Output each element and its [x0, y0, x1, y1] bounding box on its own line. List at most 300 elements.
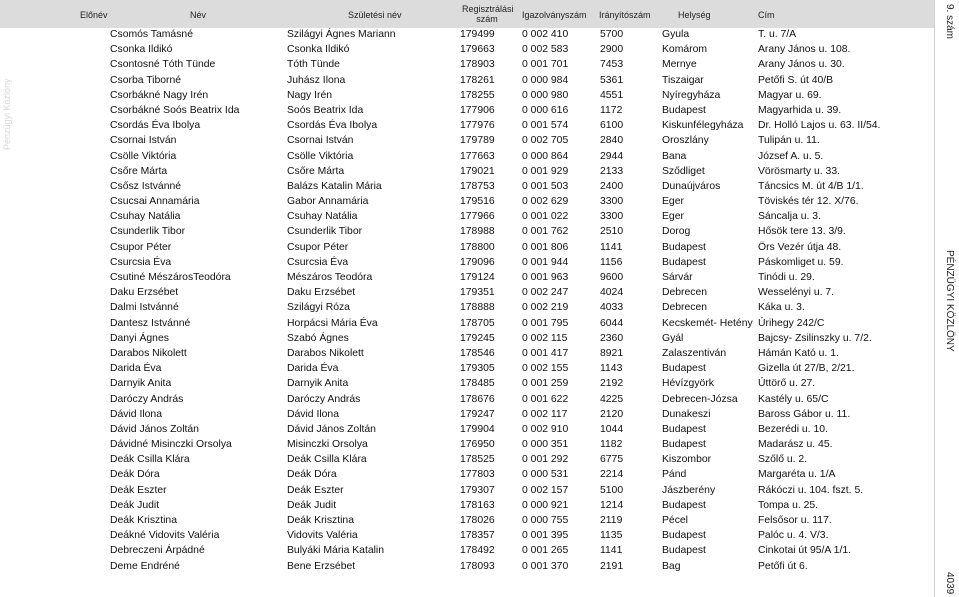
address: Petőfi S. út 40/B: [758, 74, 834, 86]
id-number: 0 000 984: [522, 74, 569, 86]
zip-code: 1143: [600, 363, 623, 375]
id-number: 0 001 417: [522, 347, 569, 359]
city: Budapest: [662, 241, 706, 253]
address: Kastély u. 65/C: [758, 393, 829, 405]
city: Budapest: [662, 423, 706, 435]
city: Dunakeszi: [662, 408, 711, 420]
reg-number: 178357: [460, 530, 495, 542]
id-number: 0 001 259: [522, 378, 569, 390]
table-row: [0, 74, 935, 89]
city: Eger: [662, 196, 684, 208]
city: Dorog: [662, 226, 691, 238]
table-row: [0, 393, 935, 408]
col-header-address: Cím: [758, 10, 775, 20]
table-row: [0, 104, 935, 119]
reg-number: 178163: [460, 499, 495, 511]
person-name: Darida Éva: [110, 363, 162, 375]
address: József A. u. 5.: [758, 150, 824, 162]
person-name: Daróczy András: [110, 393, 184, 405]
city: Budapest: [662, 104, 706, 116]
id-number: 0 001 963: [522, 272, 569, 283]
birth-name: Deák Krisztina: [287, 515, 354, 526]
person-name: Deák Krisztina: [110, 515, 177, 526]
id-number: 0 002 629: [522, 196, 569, 208]
birth-name: Darnyik Anita: [287, 378, 349, 390]
journal-title: PÉNZÜGYI KÖZLÖNY: [944, 250, 955, 352]
birth-name: Tóth Tünde: [287, 59, 340, 71]
margin-watermark: Pénzügyi Közlöny: [2, 78, 12, 150]
table-row: [0, 560, 935, 575]
birth-name: Darida Éva: [287, 363, 339, 375]
table-header: [0, 0, 935, 28]
col-header-prefix: Előnév: [80, 10, 108, 20]
col-header-reg-number: Regisztrálási szám: [462, 4, 514, 24]
reg-number: 179789: [460, 135, 495, 147]
zip-code: 4551: [600, 89, 624, 101]
address: Wesselényi u. 7.: [758, 287, 835, 299]
table-row: [0, 453, 935, 468]
zip-code: 1156: [600, 256, 623, 268]
person-name: Csomós Tamásné: [110, 29, 193, 40]
person-name: Csucsai Annamária: [110, 196, 200, 208]
city: Debrecen: [662, 302, 708, 314]
zip-code: 2510: [600, 226, 624, 238]
birth-name: Deák Eszter: [287, 484, 344, 496]
reg-number: 179351: [460, 287, 495, 299]
address: Gizella út 27/B, 2/21.: [758, 363, 855, 375]
zip-code: 6100: [600, 120, 624, 132]
city: Budapest: [662, 256, 706, 268]
reg-number: 179516: [460, 196, 495, 208]
reg-number: 178800: [460, 241, 495, 253]
table-row: [0, 150, 935, 165]
city: Pécel: [662, 515, 688, 526]
zip-code: 3300: [600, 196, 624, 208]
city: Gyula: [662, 29, 690, 40]
issue-number: 9. szám: [944, 4, 955, 40]
address: Petőfi út 6.: [758, 560, 808, 572]
zip-code: 1044: [600, 423, 624, 435]
birth-name: Dávid Ilona: [287, 408, 339, 420]
zip-code: 2840: [600, 135, 624, 147]
id-number: 0 001 265: [522, 545, 569, 557]
id-number: 0 001 762: [522, 226, 569, 238]
person-name: Debreczeni Árpádné: [110, 545, 205, 557]
birth-name: Daku Erzsébet: [287, 287, 356, 299]
birth-name: Nagy Irén: [287, 89, 333, 101]
address: Rákóczi u. 104. fszt. 5.: [758, 484, 864, 496]
address: T. u. 7/A: [758, 29, 797, 40]
person-name: Csőre Márta: [110, 165, 168, 177]
id-number: 0 002 247: [522, 287, 569, 299]
birth-name: Horpácsi Mária Éva: [287, 317, 378, 329]
table-row: [0, 514, 935, 529]
zip-code: 1135: [600, 530, 623, 542]
id-number: 0 000 531: [522, 469, 569, 481]
reg-number: 177906: [460, 104, 495, 116]
id-number: 0 000 755: [522, 515, 569, 526]
address: Felsősor u. 117.: [758, 515, 832, 526]
person-name: Dávidné Misinczki Orsolya: [110, 439, 232, 451]
address: Magyarhida u. 39.: [758, 104, 842, 116]
city: Bana: [662, 150, 687, 162]
table-row: [0, 544, 935, 559]
id-number: 0 001 395: [522, 530, 569, 542]
address: Káka u. 3.: [758, 302, 805, 314]
birth-name: Soós Beatrix Ida: [287, 104, 364, 116]
reg-number: 177966: [460, 211, 495, 223]
birth-name: Csonka Ildikó: [287, 44, 350, 56]
id-number: 0 000 921: [522, 499, 569, 511]
id-number: 0 002 705: [522, 135, 569, 147]
table-row: [0, 499, 935, 514]
zip-code: 2120: [600, 408, 624, 420]
address: Madarász u. 45.: [758, 439, 833, 451]
table-row: [0, 438, 935, 453]
table-row: [0, 301, 935, 316]
address: Arany János u. 108.: [758, 44, 851, 56]
person-name: Csordás Éva Ibolya: [110, 120, 201, 132]
person-name: Csurcsia Éva: [110, 256, 172, 268]
zip-code: 4225: [600, 393, 624, 405]
address: Úrihegy 242/C: [758, 317, 825, 329]
city: Zalaszentiván: [662, 347, 727, 359]
city: Jászberény: [662, 484, 716, 496]
address: Cinkotai út 95/A 1/1.: [758, 545, 851, 557]
id-number: 0 000 864: [522, 150, 569, 162]
id-number: 0 001 701: [522, 59, 569, 71]
birth-name: Bulyáki Mária Katalin: [287, 545, 385, 557]
person-name: Csősz Istvánné: [110, 180, 182, 192]
table-row: [0, 468, 935, 483]
table-row: [0, 134, 935, 149]
person-name: Csorba Tiborné: [110, 74, 182, 86]
page-number: 4039: [944, 572, 955, 595]
city: Sződliget: [662, 165, 705, 177]
birth-name: Szilágyi Ágnes Mariann: [287, 29, 396, 40]
zip-code: 2360: [600, 332, 624, 344]
reg-number: 178903: [460, 59, 495, 71]
address: Töviskés tér 12. X/76.: [758, 196, 859, 208]
city: Tiszaigar: [662, 74, 704, 86]
registry-table: [0, 28, 935, 575]
city: Hévízgyörk: [662, 378, 714, 390]
city: Debrecen: [662, 287, 708, 299]
zip-code: 1182: [600, 439, 623, 451]
reg-number: 178255: [460, 89, 495, 101]
id-number: 0 002 910: [522, 423, 569, 435]
person-name: Csunderlik Tibor: [110, 226, 186, 238]
reg-number: 178525: [460, 454, 495, 466]
zip-code: 9600: [600, 272, 624, 283]
reg-number: 179096: [460, 256, 495, 268]
id-number: 0 002 155: [522, 363, 569, 375]
id-number: 0 001 806: [522, 241, 569, 253]
table-row: [0, 28, 935, 43]
reg-number: 178261: [460, 74, 495, 86]
id-number: 0 001 292: [522, 454, 569, 466]
id-number: 0 001 944: [522, 256, 569, 268]
zip-code: 1141: [600, 241, 623, 253]
birth-name: Bene Erzsébet: [287, 560, 356, 572]
person-name: Deák Csilla Klára: [110, 454, 190, 466]
person-name: Csonka Ildikó: [110, 44, 173, 56]
id-number: 0 001 622: [522, 393, 569, 405]
birth-name: Csőre Márta: [287, 165, 345, 177]
person-name: Csontosné Tóth Tünde: [110, 59, 216, 71]
city: Kecskemét- Hetény: [662, 317, 753, 329]
person-name: Deák Eszter: [110, 484, 167, 496]
person-name: Dantesz Istvánné: [110, 317, 191, 329]
col-header-zip: Irányítószám: [599, 10, 651, 20]
table-row: [0, 377, 935, 392]
zip-code: 2133: [600, 165, 624, 177]
table-row: [0, 529, 935, 544]
city: Sárvár: [662, 272, 693, 283]
table-row: [0, 195, 935, 210]
id-number: 0 001 022: [522, 211, 569, 223]
table-row: [0, 165, 935, 180]
address: Dr. Holló Lajos u. 63. II/54.: [758, 120, 881, 132]
person-name: Daku Erzsébet: [110, 287, 179, 299]
address: Margaréta u. 1/A: [758, 469, 836, 481]
zip-code: 7453: [600, 59, 624, 71]
reg-number: 179021: [460, 165, 495, 177]
zip-code: 5700: [600, 29, 624, 40]
reg-number: 178026: [460, 515, 495, 526]
col-header-id-number: Igazolványszám: [522, 10, 587, 20]
id-number: 0 002 115: [522, 332, 568, 344]
birth-name: Juhász Ilona: [287, 74, 346, 86]
table-row: [0, 225, 935, 240]
person-name: Csuhay Natália: [110, 211, 181, 223]
table-row: [0, 286, 935, 301]
person-name: Darnyik Anita: [110, 378, 172, 390]
id-number: 0 000 616: [522, 104, 569, 116]
person-name: Dávid Ilona: [110, 408, 162, 420]
id-number: 0 001 929: [522, 165, 569, 177]
table-row: [0, 347, 935, 362]
table-row: [0, 484, 935, 499]
city: Bag: [662, 560, 681, 572]
table-row: [0, 256, 935, 271]
reg-number: 177976: [460, 120, 495, 132]
birth-name: Deák Dóra: [287, 469, 337, 481]
city: Mernye: [662, 59, 697, 71]
table-row: [0, 332, 935, 347]
city: Komárom: [662, 44, 708, 56]
person-name: Csorbákné Nagy Irén: [110, 89, 209, 101]
city: Dunaújváros: [662, 180, 721, 192]
city: Kiskunfélegyháza: [662, 120, 744, 132]
birth-name: Daróczy András: [287, 393, 361, 405]
city: Budapest: [662, 439, 706, 451]
reg-number: 179663: [460, 44, 495, 56]
table-row: [0, 408, 935, 423]
zip-code: 6044: [600, 317, 624, 329]
person-name: Dalmi Istvánné: [110, 302, 179, 314]
reg-number: 179305: [460, 363, 495, 375]
birth-name: Csurcsia Éva: [287, 256, 349, 268]
birth-name: Csordás Éva Ibolya: [287, 120, 378, 132]
birth-name: Darabos Nikolett: [287, 347, 364, 359]
id-number: 0 001 795: [522, 317, 569, 329]
zip-code: 2119: [600, 515, 623, 526]
table-row: [0, 317, 935, 332]
table-row: [0, 241, 935, 256]
zip-code: 2214: [600, 469, 624, 481]
id-number: 0 002 410: [522, 29, 569, 40]
reg-number: 178988: [460, 226, 495, 238]
birth-name: Mészáros Teodóra: [287, 272, 373, 283]
zip-code: 2192: [600, 378, 624, 390]
reg-number: 178676: [460, 393, 495, 405]
table-row: [0, 119, 935, 134]
id-number: 0 002 583: [522, 44, 569, 56]
birth-name: Balázs Katalin Mária: [287, 180, 382, 192]
birth-name: Csornai István: [287, 135, 354, 147]
person-name: Deme Endréné: [110, 560, 180, 572]
reg-number: 179904: [460, 423, 495, 435]
reg-number: 178705: [460, 317, 495, 329]
birth-name: Szabó Ágnes: [287, 332, 349, 344]
birth-name: Gabor Annamária: [287, 196, 369, 208]
table-row: [0, 210, 935, 225]
address: Szőlő u. 2.: [758, 454, 808, 466]
birth-name: Szilágyi Róza: [287, 302, 350, 314]
birth-name: Csölle Viktória: [287, 150, 354, 162]
zip-code: 5100: [600, 484, 624, 496]
person-name: Csutiné MészárosTeodóra: [110, 272, 231, 283]
address: Baross Gábor u. 11.: [758, 408, 851, 420]
reg-number: 179307: [460, 484, 495, 496]
reg-number: 179247: [460, 408, 495, 420]
page-sidebar: [934, 0, 959, 597]
city: Oroszlány: [662, 135, 709, 147]
zip-code: 4024: [600, 287, 624, 299]
reg-number: 178888: [460, 302, 495, 314]
zip-code: 4033: [600, 302, 624, 314]
birth-name: Deák Csilla Klára: [287, 454, 367, 466]
city: Budapest: [662, 363, 706, 375]
col-header-name: Név: [190, 10, 207, 20]
table-row: [0, 180, 935, 195]
address: Bajcsy- Zsilinszky u. 7/2.: [758, 332, 872, 344]
city: Gyál: [662, 332, 684, 344]
reg-number: 178492: [460, 545, 495, 557]
address: Arany János u. 30.: [758, 59, 845, 71]
table-row: [0, 43, 935, 58]
birth-name: Misinczki Orsolya: [287, 439, 368, 451]
zip-code: 2944: [600, 150, 624, 162]
table-row: [0, 89, 935, 104]
person-name: Csorbákné Soós Beatrix Ida: [110, 104, 240, 116]
zip-code: 1141: [600, 545, 623, 557]
zip-code: 3300: [600, 211, 624, 223]
zip-code: 6775: [600, 454, 624, 466]
address: Táncsics M. út 4/B 1/1.: [758, 180, 864, 192]
table-row: [0, 58, 935, 73]
birth-name: Deák Judit: [287, 499, 337, 511]
reg-number: 178546: [460, 347, 495, 359]
id-number: 0 000 980: [522, 89, 569, 101]
reg-number: 179499: [460, 29, 495, 40]
reg-number: 178753: [460, 180, 495, 192]
city: Kiszombor: [662, 454, 712, 466]
address: Páskomliget u. 59.: [758, 256, 844, 268]
person-name: Deákné Vidovits Valéria: [110, 530, 220, 542]
birth-name: Csupor Péter: [287, 241, 349, 253]
address: Vörösmarty u. 33.: [758, 165, 841, 177]
person-name: Csornai István: [110, 135, 177, 147]
id-number: 0 001 574: [522, 120, 569, 132]
id-number: 0 002 157: [522, 484, 569, 496]
person-name: Csupor Péter: [110, 241, 172, 253]
address: Tulipán u. 11.: [758, 135, 820, 147]
id-number: 0 002 219: [522, 302, 569, 314]
address: Tinódi u. 29.: [758, 272, 815, 283]
table-row: [0, 271, 935, 286]
reg-number: 176950: [460, 439, 495, 451]
address: Magyar u. 69.: [758, 89, 822, 101]
address: Bezerédi u. 10.: [758, 423, 828, 435]
table-row: [0, 362, 935, 377]
reg-number: 179124: [460, 272, 495, 283]
person-name: Dávid János Zoltán: [110, 423, 199, 435]
person-name: Danyi Ágnes: [110, 332, 169, 344]
reg-number: 177803: [460, 469, 495, 481]
birth-name: Csuhay Natália: [287, 211, 358, 223]
id-number: 0 001 370: [522, 560, 569, 572]
person-name: Darabos Nikolett: [110, 347, 187, 359]
table-row: [0, 423, 935, 438]
id-number: 0 001 503: [522, 180, 569, 192]
person-name: Deák Judit: [110, 499, 160, 511]
city: Pánd: [662, 469, 687, 481]
city: Debrecen-Józsa: [662, 393, 738, 405]
reg-number: 178093: [460, 560, 495, 572]
id-number: 0 000 351: [522, 439, 569, 451]
address: Palóc u. 4. V/3.: [758, 530, 829, 542]
zip-code: 2400: [600, 180, 624, 192]
birth-name: Dávid János Zoltán: [287, 423, 376, 435]
address: Sáncalja u. 3.: [758, 211, 821, 223]
address: Örs Vezér útja 48.: [758, 241, 842, 253]
address: Hősök tere 13. 3/9.: [758, 226, 846, 238]
city: Nyíregyháza: [662, 89, 721, 101]
address: Hámán Kató u. 1.: [758, 347, 839, 359]
zip-code: 8921: [600, 347, 624, 359]
zip-code: 2900: [600, 44, 624, 56]
id-number: 0 002 117: [522, 408, 568, 420]
city: Budapest: [662, 530, 706, 542]
col-header-city: Helység: [678, 10, 711, 20]
city: Eger: [662, 211, 684, 223]
person-name: Deák Dóra: [110, 469, 160, 481]
address: Tompa u. 25.: [758, 499, 819, 511]
address: Úttörő u. 27.: [758, 378, 816, 390]
birth-name: Vidovits Valéria: [287, 530, 358, 542]
reg-number: 178485: [460, 378, 495, 390]
reg-number: 179245: [460, 332, 495, 344]
zip-code: 2191: [600, 560, 624, 572]
person-name: Csölle Viktória: [110, 150, 177, 162]
city: Budapest: [662, 499, 706, 511]
birth-name: Csunderlik Tibor: [287, 226, 363, 238]
zip-code: 5361: [600, 74, 624, 86]
zip-code: 1172: [600, 104, 623, 116]
city: Budapest: [662, 545, 706, 557]
